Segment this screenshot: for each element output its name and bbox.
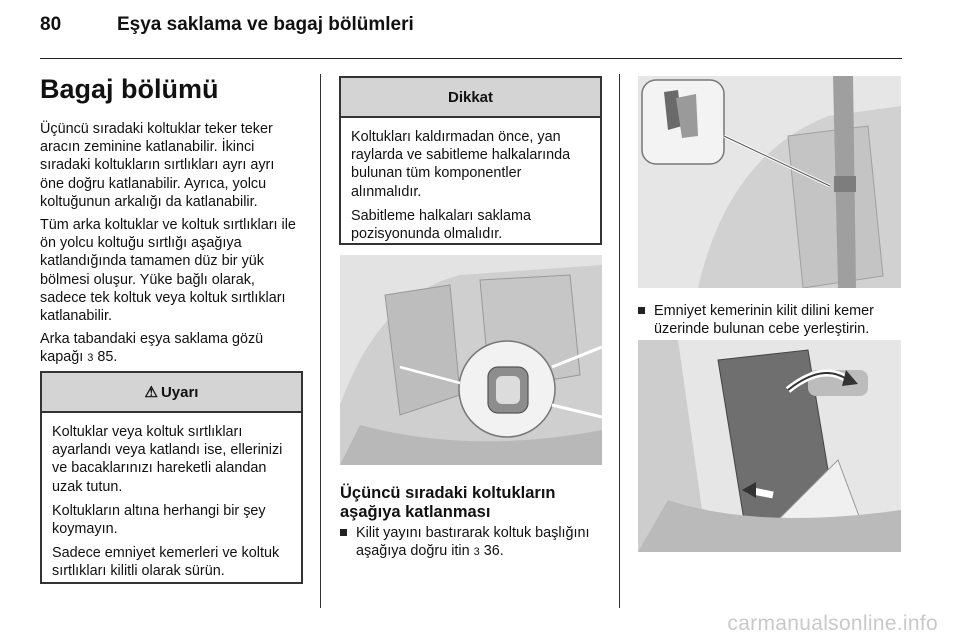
- cross-ref-page[interactable]: 36.: [483, 543, 504, 560]
- cross-ref-page[interactable]: 85.: [97, 349, 118, 366]
- page-number: 80: [40, 14, 62, 35]
- header-rule: [40, 58, 902, 59]
- bullet-square-icon: [638, 307, 645, 314]
- caution-header: [341, 78, 600, 118]
- section-title: Eşya saklama ve bagaj bölümleri: [117, 14, 414, 35]
- seat-folding-illustration: [638, 340, 901, 552]
- cross-ref-icon: 3: [473, 546, 480, 559]
- body-paragraph: Tüm arka koltuklar ve koltuk sırtlıkları ile ön yolcu koltuğu sırtlığı aşağıya katlandığında tamamen düz bir yük bölmesi oluşur. Yüke bağlı olarak, sadece tek koltuk veya koltuk sırtlıkları katlanabilir.: [40, 217, 296, 325]
- column-1: [40, 72, 302, 373]
- headrest-illustration: [340, 255, 602, 465]
- cross-ref-icon: 3: [87, 352, 94, 365]
- bullet-item: [340, 524, 602, 561]
- warning-box: [40, 371, 303, 584]
- watermark: carmanualsonline.info: [727, 612, 938, 635]
- column-separator: [619, 74, 620, 608]
- body-paragraph: Üçüncü sıradaki koltuklar teker teker aracın zeminine katlanabilir. İkinci sıradaki koltukların sırtlıkları ayrı ayrı öne doğru katlanabilir. Ayrıca, yolcu koltuğunun arkalığı da katlanabilir.: [40, 121, 275, 210]
- caution-paragraph: Sabitleme halkaları saklama pozisyonunda olmalıdır.: [351, 207, 531, 243]
- bullet-text: Emniyet kemerinin kilit dilini kemer üzerinde bulunan cebe yerleştirin.: [654, 303, 874, 338]
- warning-paragraph: Koltuklar veya koltuk sırtlıkları ayarlandı veya katlandı ise, ellerinizi ve bacaklarınızı hareketli alandan uzak tutun.: [52, 424, 283, 495]
- caution-title: Dikkat: [447, 88, 494, 106]
- warning-paragraph: Koltukların altına herhangi bir şey koymayın.: [52, 502, 266, 538]
- caution-box: [339, 76, 602, 245]
- caution-paragraph: Koltukları kaldırmadan önce, yan raylarda ve sabitleme halkalarında bulunan tüm komponentler alınmalıdır.: [351, 129, 571, 200]
- bullet-square-icon: [340, 529, 347, 536]
- bullet-text: Kilit yayını bastırarak koltuk başlığını aşağıya doğru itin: [356, 525, 590, 560]
- warning-title: Uyarı: [160, 383, 199, 401]
- body-paragraph: [40, 330, 302, 367]
- warning-paragraph: Sadece emniyet kemerleri ve koltuk sırtlıkları kilitli olarak sürün.: [52, 545, 280, 580]
- cross-ref-text: Arka tabandaki eşya saklama gözü kapağı: [40, 331, 264, 366]
- warning-header: [42, 373, 301, 413]
- column-separator: [320, 74, 321, 608]
- warning-triangle-icon: ⚠: [144, 384, 158, 401]
- seatbelt-illustration: [638, 76, 901, 288]
- page-heading: Bagaj bölümü: [40, 74, 219, 104]
- subsection-heading: Üçüncü sıradaki koltukların aşağıya katlanması: [340, 484, 556, 521]
- warning-body: [42, 413, 301, 595]
- caution-body: [341, 118, 600, 257]
- bullet-item: [638, 302, 902, 338]
